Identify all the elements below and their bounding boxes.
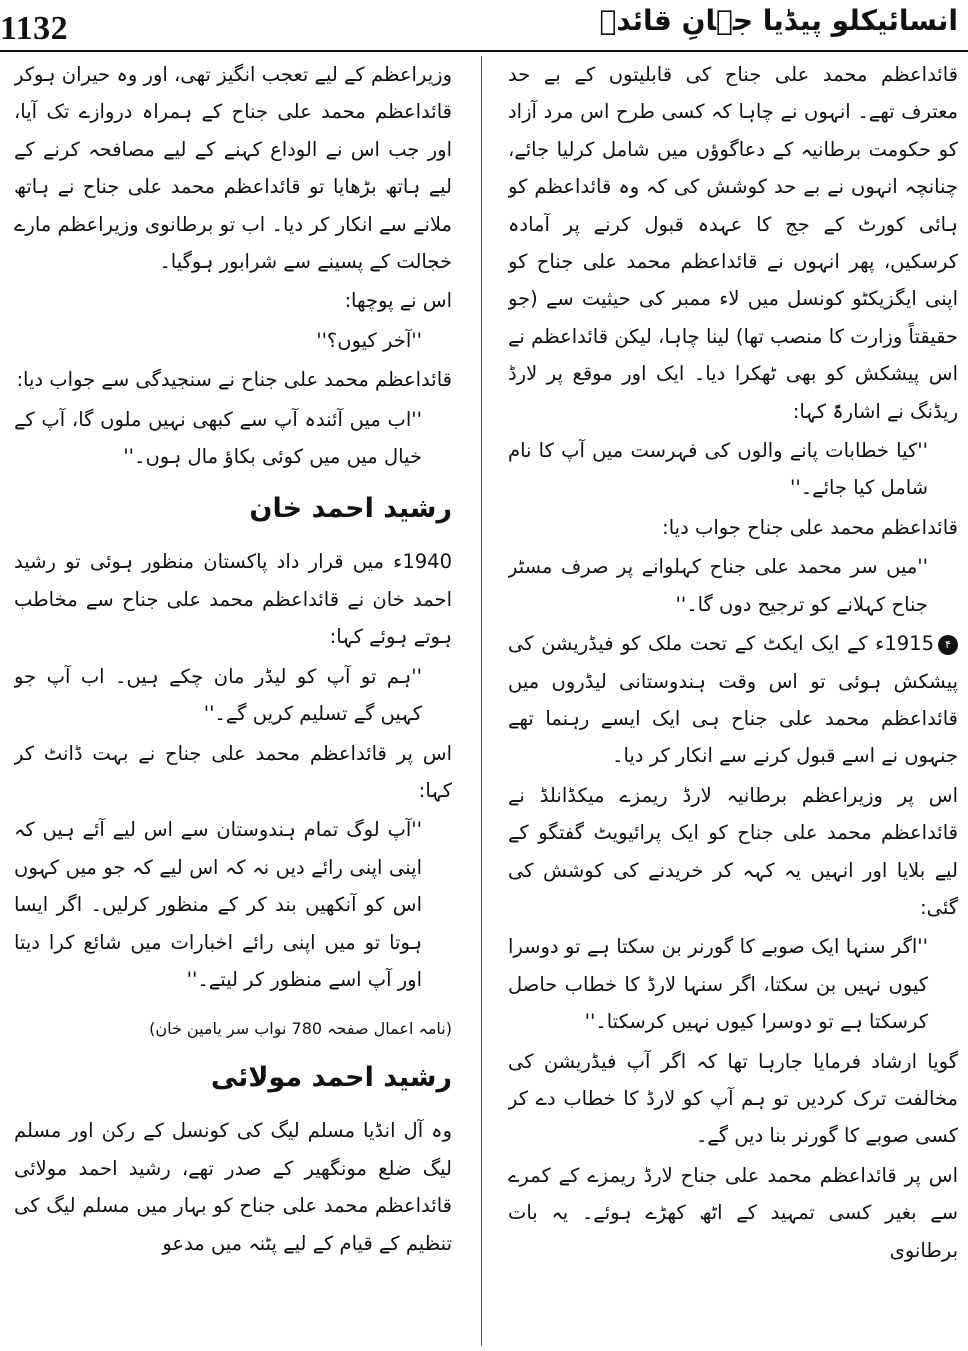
numbered-paragraph	[508, 625, 958, 775]
source-reference: (نامہ اعمال صفحہ 780 نواب سر یامین خان)	[149, 1019, 452, 1039]
paragraph: قائداعظم محمد علی جناح نے سنجیدگی سے جواب دیا:	[16, 368, 452, 392]
quote: ''میں سر محمد علی جناح کہلوانے پر صرف مسٹر جناح کہلانے کو ترجیح دوں گا۔''	[508, 555, 928, 616]
paragraph: 1940ء میں قرار داد پاکستان منظور ہوئی تو رشید احمد خان نے قائداعظم محمد علی جناح سے مخاطب ہوتے ہوئے کہا:	[14, 550, 452, 649]
header-rule	[0, 50, 968, 52]
left-column	[14, 56, 452, 1346]
section-heading: رشید احمد مولائی	[210, 1062, 452, 1094]
paragraph: اس پر قائداعظم محمد علی جناح لارڈ ریمزے کے کمرے سے بغیر کسی تمہید کے اٹھ کھڑے ہوئے۔ یہ بات برطانوی	[508, 1163, 958, 1262]
paragraph: قائداعظم محمد علی جناح کی قابلیتوں کے بے حد معترف تھے۔ انہوں نے چاہا کہ کسی طرح اس مرد آزاد کو حکومت برطانیہ کے دعاگوؤں میں شامل کرلیا جائے، چنانچہ انہوں نے بے حد کوشش کی کہ وہ قائداعظم کو ہائی کورٹ کے جج کا عہدہ قبول کرنے پر آمادہ کرسکیں، پھر انہوں نے قائداعظم محمد علی جناح کو اپنی ایگزیکٹو کونسل میں لاء ممبر کی حیثیت سے (جو حقیقتاً وزارت کا منصب تھا) لینا چاہا، لیکن قائداعظم نے اس پیشکش کو بھی ٹھکرا دیا۔ ایک اور موقع پر لارڈ ریڈنگ نے اشارۃً کہا:	[508, 63, 958, 423]
paragraph: قائداعظم محمد علی جناح جواب دیا:	[662, 515, 958, 539]
quote: ''آخر کیوں؟''	[316, 328, 422, 352]
paragraph: وزیراعظم کے لیے تعجب انگیز تھی، اور وہ حیران ہوکر قائداعظم محمد علی جناح کے ہمراہ دروازے تک آیا، اور جب اس نے الوداع کہنے کے لیے مصافحہ کرنے کے لیے ہاتھ بڑھایا تو قائداعظم محمد علی جناح نے ہاتھ ملانے سے انکار کر دیا۔ اب تو برطانوی وزیراعظم مارے خجالت کے پسینے سے شرابور ہوگیا۔	[14, 63, 452, 274]
quote: ''اگر سنہا ایک صوبے کا گورنر بن سکتا ہے تو دوسرا کیوں نہیں بن سکتا، اگر سنہا لارڈ کا خطاب حاصل کرسکتا ہے تو دوسرا کیوں نہیں کرسکتا۔''	[508, 935, 928, 1034]
page-number: 1132	[0, 10, 69, 47]
column-divider	[481, 56, 482, 1346]
quote: ''اب میں آئندہ آپ سے کبھی نہیں ملوں گا، آپ کے خیال میں میں کوئی بکاؤ مال ہوں۔''	[14, 407, 422, 469]
paragraph: اس پر وزیراعظم برطانیہ لارڈ ریمزے میکڈانلڈ نے قائداعظم محمد علی جناح کو ایک پرائیویٹ گفتگو کے لیے بلایا اور انہیں یہ کہہ کر خریدنے کی کوشش کی گئی:	[508, 783, 958, 919]
paragraph-text: 1915ء کے ایک ایکٹ کے تحت ملک کو فیڈریشن کی پیشکش ہوئی تو اس وقت ہندوستانی لیڈروں میں قائداعظم محمد علی جناح ہی ایک ایسے رہنما تھے جنہوں نے اسے قبول کرنے سے انکار کر دیا۔	[508, 632, 958, 768]
paragraph: گویا ارشاد فرمایا جارہا تھا کہ اگر آپ فیڈریشن کی مخالفت ترک کردیں تو ہم آپ کو لارڈ کا خطاب دے کر کسی صوبے کا گورنر بنا دیں گے۔	[508, 1049, 958, 1148]
paragraph: اس پر قائداعظم محمد علی جناح نے بہت ڈانٹ کر کہا:	[14, 741, 452, 802]
right-column	[508, 56, 958, 1346]
bullet-number-icon: ۴	[938, 635, 958, 655]
quote: ''آپ لوگ تمام ہندوستان سے اس لیے آئے ہیں کہ اپنی اپنی رائے دیں نہ کہ اس لیے کہ جو میں کہوں اس کو آنکھیں بند کر کے منظور کرلیں۔ اگر ایسا ہوتا تو میں اپنی رائے اخبارات میں شائع کرا دیتا اور آپ اسے منظور کر لیتے۔''	[14, 818, 422, 991]
quote: ''ہم تو آپ کو لیڈر مان چکے ہیں۔ اب آپ جو کہیں گے تسلیم کریں گے۔''	[14, 664, 422, 726]
book-title: انسائیکلو پیڈیا جہانِ قائدؒ	[599, 4, 958, 37]
paragraph: اس نے پوچھا:	[344, 289, 452, 313]
paragraph: وہ آل انڈیا مسلم لیگ کی کونسل کے رکن اور مسلم لیگ ضلع مونگھیر کے صدر تھے، رشید احمد مولائی قائداعظم محمد علی جناح کو بہار میں مسلم لیگ کی تنظیم کے قیام کے لیے پٹنہ میں مدعو	[14, 1119, 452, 1255]
section-heading: رشید احمد خان	[249, 493, 452, 525]
quote: ''کیا خطابات پانے والوں کی فہرست میں آپ کا نام شامل کیا جائے۔''	[508, 439, 928, 500]
page-header	[0, 0, 968, 52]
